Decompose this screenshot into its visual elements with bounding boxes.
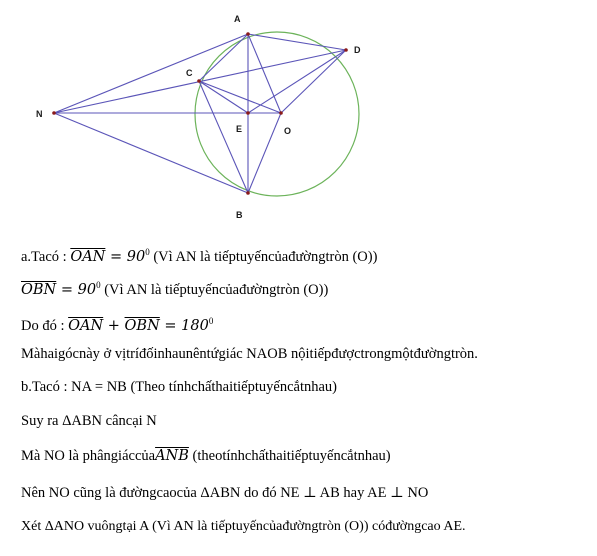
point-C xyxy=(197,79,201,83)
angle-OBN: $\overline{OBN}$ xyxy=(124,318,160,334)
line-7-prefix: Mà NO là phângiáccủa xyxy=(21,448,156,464)
segment-DO xyxy=(281,50,346,113)
point-N xyxy=(52,111,56,115)
point-B xyxy=(246,191,250,195)
degree-sup: 0 xyxy=(208,316,214,326)
label-N: N xyxy=(36,109,43,119)
point-E xyxy=(246,111,250,115)
text-line-7 xyxy=(21,447,391,465)
text-line-2 xyxy=(21,276,328,299)
point-A xyxy=(246,32,250,36)
geometry-figure xyxy=(0,0,597,230)
point-O xyxy=(279,111,283,115)
label-D: D xyxy=(354,45,361,55)
text-line-5: b.Tacó : NA = NB (Theo tínhchấthaitiếptuyếncắtnhau) xyxy=(21,379,337,395)
label-C: C xyxy=(186,68,193,78)
line-3-equals: = 180 xyxy=(159,318,209,334)
plus-sign: + xyxy=(103,318,125,334)
line-1-reason: (Vì AN là tiếptuyếncủađườngtròn (O)) xyxy=(149,249,378,265)
label-E: E xyxy=(236,124,243,134)
text-line-9: Xét ΔANO vuôngtại A (Vì AN là tiếptuyếncủađườngtròn (O)) cóđườngcao AE. xyxy=(21,519,466,534)
line-2-equals: = 90 xyxy=(56,282,97,298)
segment-AD xyxy=(248,34,346,50)
label-B: B xyxy=(236,210,243,220)
segment-AC xyxy=(199,34,248,81)
degree-sup: 0 xyxy=(96,280,101,290)
angle-OBN: $\overline{OBN}$ xyxy=(21,282,57,298)
line-2-reason: (Vì AN là tiếptuyếncủađườngtròn (O)) xyxy=(100,282,329,298)
segment-BO xyxy=(248,113,281,193)
segment-NB xyxy=(54,113,248,193)
label-O: O xyxy=(284,126,292,136)
text-line-3 xyxy=(21,312,213,335)
angle-OAN: $\overline{OAN}$ xyxy=(68,318,104,334)
point-D xyxy=(344,48,348,52)
angle-ANB: $\overline{ANB}$ xyxy=(155,448,189,464)
segment-NA xyxy=(54,34,248,113)
text-line-8: Nên NO cũng là đườngcaocủa ΔABN do đó NE ⊥ AB hay AE ⊥ NO xyxy=(21,485,429,501)
label-A: A xyxy=(234,14,241,24)
circle-o xyxy=(195,32,359,196)
segment-ED xyxy=(248,50,346,113)
degree-sup: 0 xyxy=(145,247,150,257)
line-7-reason: (theotínhchấthaitiếptuyếncắtnhau) xyxy=(188,448,391,464)
angle-OAN: $\overline{OAN}$ xyxy=(70,249,106,265)
text-line-6: Suy ra ΔABN câncại N xyxy=(21,413,157,429)
text-line-4: Màhaigócnày ở vịtríđốinhaunêntứgiác NAOB nộitiếpđượctrongmộtđườngtròn. xyxy=(21,346,478,362)
text-line-1 xyxy=(21,243,377,266)
line-1-prefix: a.Tacó : xyxy=(21,249,71,265)
line-1-equals: = 90 xyxy=(105,249,146,265)
segment-AO xyxy=(248,34,281,113)
line-3-prefix: Do đó : xyxy=(21,318,69,334)
